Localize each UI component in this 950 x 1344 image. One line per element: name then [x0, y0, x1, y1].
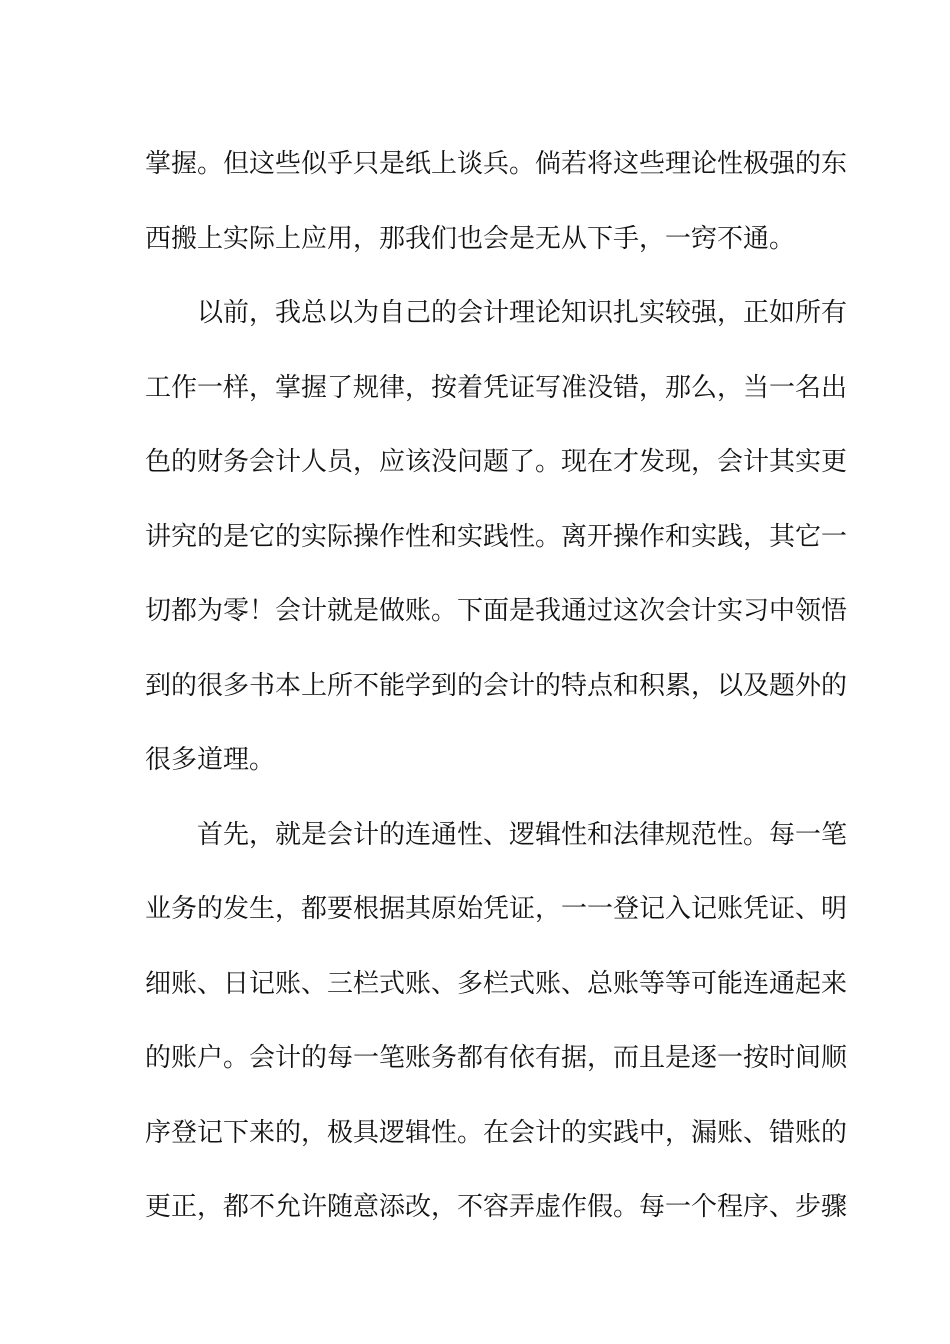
text-line: 工作一样，掌握了规律，按着凭证写准没错，那么，当一名出 [145, 372, 848, 403]
text-line: 掌握。但这些似乎只是纸上谈兵。倘若将这些理论性极强的东 [145, 149, 848, 179]
paragraph-first-line: 以前，我总以为自己的会计理论知识扎实较强，正如所有 [197, 298, 848, 328]
document-body [145, 127, 848, 1245]
text-line: 序登记下来的，极具逻辑性。在会计的实践中，漏账、错账的 [145, 1117, 848, 1148]
text-line: 到的很多书本上所不能学到的会计的特点和积累，以及题外的 [145, 670, 848, 701]
text-line: 切都为零！会计就是做账。下面是我通过这次会计实习中领悟 [145, 596, 848, 626]
text-line: 色的财务会计人员，应该没问题了。现在才发现，会计其实更 [145, 447, 848, 477]
text-line: 业务的发生，都要根据其原始凭证，一一登记入记账凭证、明 [145, 894, 848, 924]
text-line: 很多道理。 [145, 745, 276, 775]
text-line: 讲究的是它的实际操作性和实践性。离开操作和实践，其它一 [145, 521, 848, 552]
text-line: 西搬上实际上应用，那我们也会是无从下手，一窍不通。 [145, 223, 796, 254]
paragraph-first-line: 首先，就是会计的连通性、逻辑性和法律规范性。每一笔 [197, 819, 848, 850]
text-line: 更正，都不允许随意添改，不容弄虚作假。每一个程序、步骤 [145, 1192, 848, 1222]
text-line: 细账、日记账、三栏式账、多栏式账、总账等等可能连通起来 [145, 968, 848, 999]
text-line: 的账户。会计的每一笔账务都有依有据，而且是逐一按时间顺 [145, 1043, 848, 1073]
